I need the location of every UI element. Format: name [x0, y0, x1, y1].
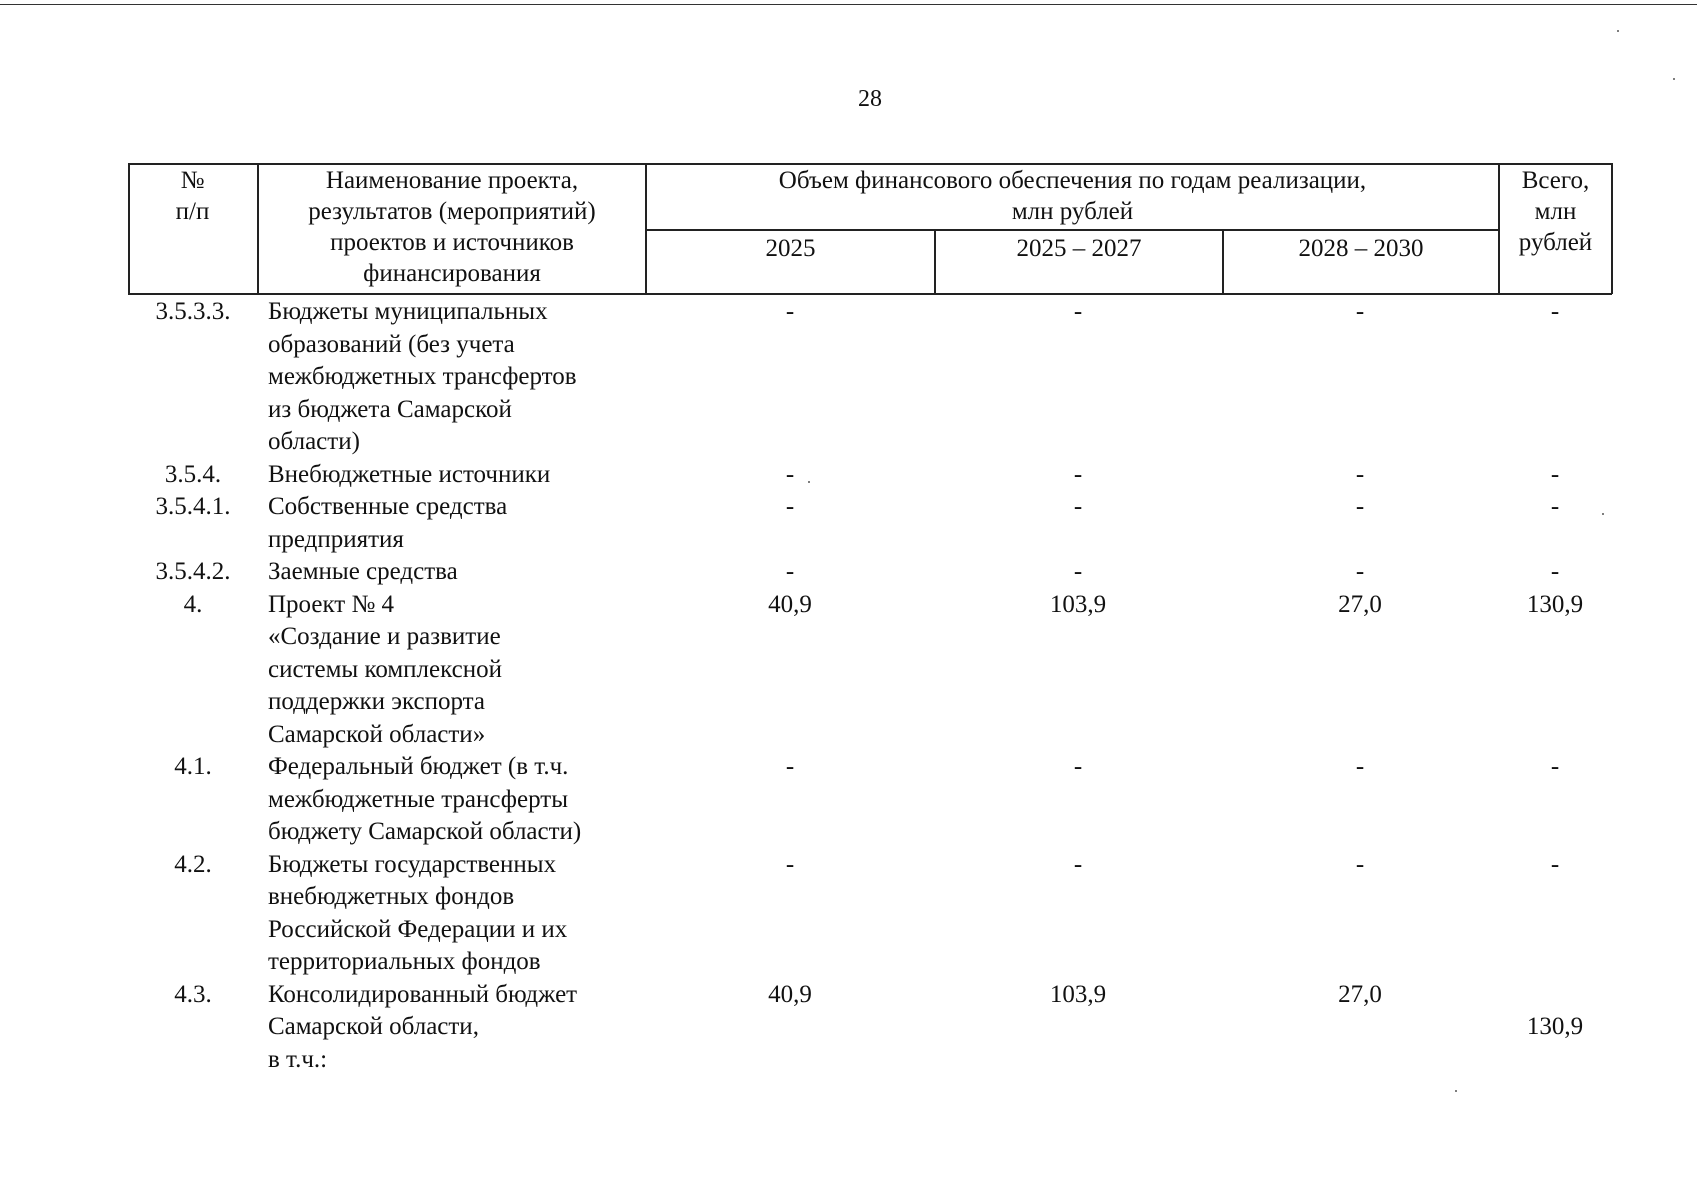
- header-year-2028-2030: 2028 – 2030: [1298, 235, 1424, 262]
- header-name-line: Наименование проекта,: [325, 167, 579, 194]
- row-number: 3.5.4.1.: [155, 493, 231, 520]
- header-year-2025-2027: 2025 – 2027: [1016, 235, 1142, 262]
- header-volume: [647, 165, 1498, 227]
- value-2025-2027: -: [1073, 850, 1083, 878]
- scan-speck: [1455, 1090, 1457, 1092]
- value-2028-2030: -: [1355, 298, 1365, 325]
- header-name-line: результатов (мероприятий): [308, 198, 596, 225]
- row-name-line: поддержки экспорта: [268, 688, 485, 715]
- row-number: 4.1.: [174, 753, 212, 780]
- row-name-line: внебюджетных фондов: [268, 883, 515, 910]
- header-volume-line: Объем финансового обеспечения по годам реализации,: [778, 167, 1367, 194]
- row-name-line: Бюджеты муниципальных: [268, 298, 548, 325]
- value-2025: -: [785, 753, 795, 780]
- header-total-line: млн: [1534, 198, 1577, 225]
- row-name-line: территориальных фондов: [268, 948, 541, 975]
- value-total: -: [1550, 493, 1560, 520]
- header-divider-volume: [645, 229, 1499, 231]
- table-header: [128, 163, 1612, 293]
- header-num-line: п/п: [175, 198, 210, 225]
- row-name-line: Самарской области»: [268, 720, 486, 748]
- header-total-line: Всего,: [1521, 167, 1590, 194]
- value-2025-2027: 103,9: [1049, 980, 1107, 1008]
- header-volume-line: млн рублей: [1011, 198, 1134, 225]
- row-name: [268, 979, 648, 1077]
- row-name-line: Заемные средства: [268, 558, 458, 585]
- row-name-line: Федеральный бюджет (в т.ч.: [268, 753, 569, 780]
- row-name-line: межбюджетных трансфертов: [268, 363, 577, 390]
- header-total-line: рублей: [1518, 229, 1593, 256]
- header-border-bottom: [128, 293, 1612, 295]
- row-number: 3.5.4.2.: [155, 558, 231, 585]
- page-number: 28: [858, 86, 882, 112]
- value-2025-2027: -: [1073, 460, 1083, 488]
- row-name-line: Внебюджетные источники: [268, 460, 551, 488]
- value-2025: -: [785, 493, 795, 520]
- value-total: -: [1550, 850, 1560, 878]
- scan-speck: [808, 481, 810, 483]
- value-total: 130,9: [1526, 590, 1584, 618]
- header-total: [1500, 165, 1611, 258]
- value-2025: -: [785, 298, 795, 325]
- value-total: -: [1550, 460, 1560, 488]
- header-name-line: финансирования: [363, 260, 541, 287]
- value-2028-2030: -: [1355, 493, 1365, 520]
- value-2025: -: [785, 460, 795, 488]
- header-num: [128, 165, 257, 227]
- row-name-line: в т.ч.:: [268, 1045, 328, 1073]
- row-name-line: из бюджета Самарской: [268, 395, 512, 423]
- row-number: 4.2.: [174, 850, 212, 878]
- row-number: 4.3.: [174, 980, 212, 1008]
- row-name-line: предприятия: [268, 525, 404, 553]
- row-name: [268, 849, 648, 979]
- scan-speck: [1602, 513, 1604, 515]
- value-total: 130,9: [1526, 1013, 1584, 1040]
- row-name-line: Собственные средства: [268, 493, 508, 520]
- row-name: [268, 589, 648, 752]
- header-name-line: проектов и источников: [330, 229, 574, 256]
- value-2028-2030: -: [1355, 753, 1365, 780]
- value-total: -: [1550, 558, 1560, 585]
- row-name-line: Российской Федерации и их: [268, 915, 568, 943]
- value-total: -: [1550, 753, 1560, 780]
- value-2025: 40,9: [768, 980, 812, 1008]
- row-name: [268, 751, 648, 849]
- value-2028-2030: -: [1355, 558, 1365, 585]
- row-name-line: «Создание и развитие: [268, 623, 501, 650]
- row-name-line: области): [268, 428, 360, 455]
- header-border-right: [1611, 163, 1613, 294]
- value-2028-2030: 27,0: [1338, 590, 1382, 618]
- row-name: [268, 459, 648, 492]
- header-name: [259, 165, 645, 289]
- row-name-line: Консолидированный бюджет: [268, 980, 578, 1008]
- value-2025: -: [785, 558, 795, 585]
- value-2028-2030: -: [1355, 460, 1365, 488]
- value-2025-2027: -: [1073, 753, 1083, 780]
- row-name-line: бюджету Самарской области): [268, 818, 582, 845]
- row-name-line: Самарской области,: [268, 1013, 479, 1040]
- value-2025: 40,9: [768, 590, 812, 618]
- value-2025-2027: 103,9: [1049, 590, 1107, 618]
- value-2028-2030: 27,0: [1338, 980, 1382, 1008]
- row-number: 3.5.4.: [164, 460, 222, 488]
- header-year-2025: 2025: [765, 235, 816, 262]
- row-name-line: межбюджетные трансферты: [268, 785, 568, 813]
- value-2025-2027: -: [1073, 558, 1083, 585]
- row-name: [268, 491, 648, 556]
- value-2025-2027: -: [1073, 493, 1083, 520]
- row-name: [268, 296, 648, 459]
- value-2028-2030: -: [1355, 850, 1365, 878]
- scan-speck: [1673, 78, 1675, 80]
- row-name: [268, 556, 648, 589]
- top-rule: [0, 4, 1697, 5]
- scan-speck: [1617, 30, 1619, 32]
- value-total: -: [1550, 298, 1560, 325]
- row-name-line: образований (без учета: [268, 330, 515, 358]
- row-number: 3.5.3.3.: [155, 298, 231, 325]
- row-name-line: Проект № 4: [268, 590, 395, 618]
- row-number: 4.: [183, 590, 203, 618]
- header-num-line: №: [180, 167, 205, 194]
- value-2025: -: [785, 850, 795, 878]
- row-name-line: системы комплексной: [268, 655, 503, 683]
- value-2025-2027: -: [1073, 298, 1083, 325]
- row-name-line: Бюджеты государственных: [268, 850, 557, 878]
